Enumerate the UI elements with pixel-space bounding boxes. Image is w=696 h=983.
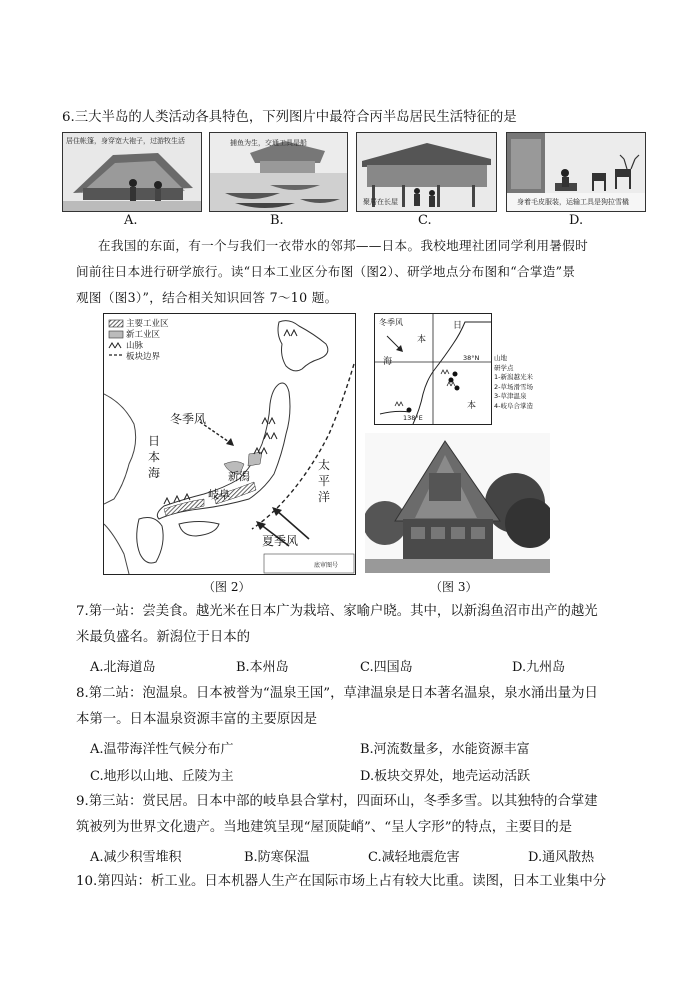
q9-option-a[interactable]: A.减少积雪堆积 [90,850,182,865]
picture-b [209,132,348,212]
picture-c [356,132,497,212]
figure-2-caption: （图 2） [203,580,251,594]
gassho-house-svg [365,433,550,573]
option-letter-d: D. [569,213,584,228]
inset-lat-label: 38°N [463,354,480,362]
option-letter-b: B. [270,213,284,228]
picture-a [62,132,202,212]
inset-legend [494,354,533,411]
inset-legend-4: 4-岐阜合掌造 [494,401,533,410]
question-7-stem: 7.第一站：尝美食。越光米在日本广为栽培、家喻户晓。其中，以新潟鱼沼市出产的越光 [76,604,598,619]
figure-3-caption: （图 3） [430,580,478,594]
inset-ben-bottom-label: 本 [467,401,477,411]
q8-option-a[interactable]: A.温带海洋性气候分布广 [90,742,234,757]
intro-line-1: 在我国的东面，有一个与我们一衣带水的邻邦——日本。我校地理社团同学利用暑假时 [98,238,588,253]
q9-option-b[interactable]: B.防寒保温 [244,850,310,865]
legend-new-industry: 新工业区 [126,330,161,340]
q7-option-a[interactable]: A.北海道岛 [90,660,156,675]
legend-plate-boundary: 板块边界 [126,352,161,362]
picture-a-caption: 居住帐篷，身穿宽大袍子，过游牧生活 [66,137,185,145]
inset-legend-mountain: 山地 [494,354,507,362]
q7-option-c[interactable]: C.四国岛 [360,660,413,675]
inset-ben-top-label: 本 [417,335,427,345]
q7-option-b[interactable]: B.本州岛 [236,660,289,675]
q9-option-d[interactable]: D.通风散热 [528,850,595,865]
figure-2-map [103,313,356,575]
map-corner-note: 底审图号 [314,562,339,569]
inset-legend-2: 2-草场滑雪场 [494,382,533,391]
sea-char-3: 海 [148,466,161,480]
sea-char-2: 本 [148,450,161,464]
summer-monsoon-label: 夏季风 [262,534,299,548]
question-8-stem-2: 本第一。日本温泉资源丰富的主要原因是 [76,712,318,727]
q8-option-d[interactable]: D.板块交界处，地壳运动活跃 [360,769,531,784]
question-6-stem: 6.三大半岛的人类活动各具特色，下列图片中最符合丙半岛居民生活特征的是 [62,110,517,125]
question-10-stem: 10.第四站：析工业。日本机器人生产在国际市场上占有较大比重。读图，日本工业集中分 [76,874,607,889]
intro-line-3: 观图（图3）”，结合相关知识回答 7～10 题。 [76,290,338,305]
question-9-stem-2: 筑被列为世界文化遗产。当地建筑呈现“屋顶陡峭”、“呈人字形”的特点，主要目的是 [76,820,573,835]
legend-mountain: 山脉 [126,341,144,351]
picture-d [506,132,646,212]
inset-legend-1: 1-新潟越光米 [494,373,533,381]
q8-option-b[interactable]: B.河流数量多，水能资源丰富 [360,742,530,757]
inset-sea-label: 海 [383,357,393,367]
inset-legend-3: 3-草津温泉 [494,392,527,400]
intro-line-2: 间前往日本进行研学旅行。读“日本工业区分布图（图2）、研学地点分布图和“合掌造”景 [76,264,576,279]
inset-ri-label: 日 [453,321,463,331]
niigata-label: 新潟 [228,470,250,483]
figure-3-gassho-photo [365,433,550,573]
q7-option-d[interactable]: D.九州岛 [512,660,566,675]
option-letter-a: A. [124,213,138,228]
picture-d-caption: 身着毛皮服装，运输工具是狗拉雪橇 [517,198,629,206]
option-letter-c: C. [418,213,432,228]
ocean-char-2: 平 [318,474,331,488]
question-9-stem: 9.第三站：赏民居。日本中部的岐阜县合掌村，四面环山，冬季多雪。以其独特的合掌建 [76,794,598,809]
sea-char-1: 日 [148,434,161,448]
ocean-char-1: 太 [318,458,331,472]
picture-b-caption: 捕鱼为生，交通工具是船 [230,139,307,147]
winter-monsoon-label: 冬季风 [170,412,207,426]
q8-option-c[interactable]: C.地形以山地、丘陵为主 [90,769,234,784]
inset-lon-label: 138°E [403,414,423,422]
figure-3-inset-map [374,313,492,425]
picture-c-caption: 聚居在长屋 [363,198,398,206]
inset-legend-site: 研学点 [494,363,514,372]
question-8-stem: 8.第二站：泡温泉。日本被誉为“温泉王国”，草津温泉是日本著名温泉，泉水涌出量为日 [76,686,598,701]
question-7-stem-2: 米最负盛名。新潟位于日本的 [76,630,251,645]
legend-main-industry: 主要工业区 [126,319,169,329]
inset-winter-label: 冬季风 [379,318,403,327]
ocean-char-3: 洋 [318,490,331,504]
gifu-label: 岐阜 [208,488,230,501]
q9-option-c[interactable]: C.减轻地震危害 [368,850,460,865]
